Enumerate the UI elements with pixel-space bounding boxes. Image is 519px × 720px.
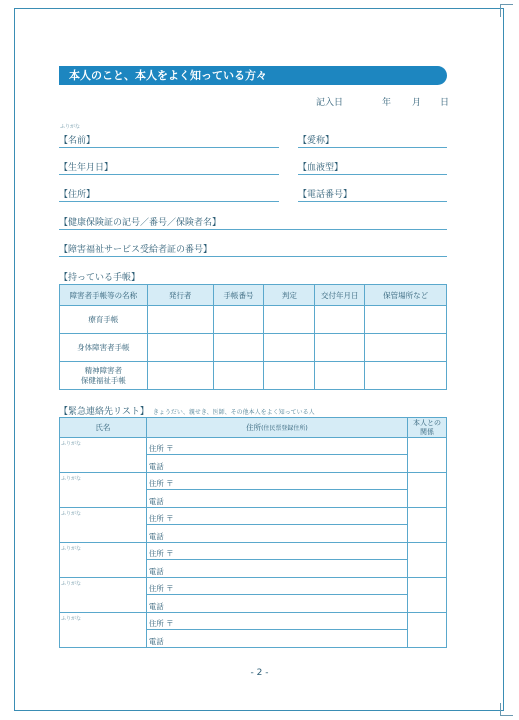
contact-name-cell [60, 543, 147, 578]
contact-name-cell [60, 613, 147, 648]
contact-furigana: ふりがな [61, 441, 82, 447]
year-label: 年 [382, 98, 392, 108]
handbook-row-label: 療育手帳 [60, 306, 148, 334]
contact-furigana: ふりがな [61, 616, 82, 622]
handbook-header-number: 手帳番号 [213, 285, 264, 306]
contact-address-label: 住所 〒 [147, 543, 407, 560]
emergency-rows [60, 438, 447, 648]
table-row [60, 473, 447, 508]
section-title-banner: 本人のこと、本人をよく知っている方々 [59, 66, 447, 85]
contact-address-cell [146, 508, 407, 543]
table-row [60, 578, 447, 613]
contact-phone-label: 電話 [148, 462, 164, 471]
contact-phone-label: 電話 [148, 497, 164, 506]
crop-mark-bottom-right [500, 703, 513, 716]
blood-type-field: 【血液型】 [298, 160, 447, 175]
phone-field: 【電話番号】 [298, 187, 447, 202]
name-field: 【名前】 [59, 133, 279, 148]
emergency-header-address [146, 418, 407, 438]
contact-name-cell [60, 473, 147, 508]
address-header-note: (住民票登録住所) [261, 425, 308, 432]
contact-furigana: ふりがな [61, 476, 82, 482]
nickname-field: 【愛称】 [298, 133, 447, 148]
handbook-header-storage: 保管場所など [365, 285, 447, 306]
contact-relation-cell [408, 473, 447, 508]
table-row [60, 362, 447, 390]
handbook-header-name: 障害者手帳等の名称 [60, 285, 148, 306]
address-field: 【住所】 [59, 187, 279, 202]
contact-address-label: 住所 〒 [147, 473, 407, 490]
contact-relation-cell [408, 438, 447, 473]
emergency-title [59, 404, 315, 417]
contact-furigana: ふりがな [61, 511, 82, 517]
name-furigana: ふりがな [60, 124, 81, 130]
contact-address-cell [146, 473, 407, 508]
table-row [60, 306, 447, 334]
contact-relation-cell [408, 508, 447, 543]
contact-furigana: ふりがな [61, 546, 82, 552]
table-row [60, 543, 447, 578]
handbook-title: 【持っている手帳】 [59, 273, 141, 283]
contact-address-cell [146, 578, 407, 613]
emergency-header-name: 氏名 [60, 418, 147, 438]
crop-mark-top-right [500, 4, 513, 17]
contact-relation-cell [408, 613, 447, 648]
welfare-field: 【障害福祉サービス受給者証の番号】 [59, 242, 447, 257]
contact-phone-label: 電話 [148, 602, 164, 611]
date-label: 記入日 [316, 98, 344, 108]
contact-address-cell [146, 543, 407, 578]
emergency-contact-table [59, 417, 447, 648]
contact-furigana: ふりがな [61, 581, 82, 587]
contact-address-cell [146, 438, 407, 473]
birthdate-field: 【生年月日】 [59, 160, 279, 175]
contact-name-cell [60, 438, 147, 473]
handbook-header-grade: 判定 [264, 285, 315, 306]
contact-address-label: 住所 〒 [147, 438, 407, 455]
contact-name-cell [60, 578, 147, 613]
handbook-row-label [60, 362, 148, 390]
contact-address-label: 住所 〒 [147, 613, 407, 630]
handbook-header-issuer: 発行者 [147, 285, 213, 306]
contact-address-cell [146, 613, 407, 648]
table-row [60, 438, 447, 473]
relation-header-line2: 関係 [420, 427, 435, 436]
emergency-note: きょうだい、親せき、医師、その他本人をよく知っている人 [152, 409, 315, 416]
insurance-field: 【健康保険証の記号／番号／保険者名】 [59, 215, 447, 230]
emergency-header-row [60, 418, 447, 438]
handbook-header-row [60, 285, 447, 306]
emergency-title-text: 【緊急連絡先リスト】 [59, 407, 149, 417]
table-row [60, 613, 447, 648]
contact-name-cell [60, 508, 147, 543]
handbook-row-label-line1: 精神障害者 [84, 365, 123, 375]
table-row [60, 334, 447, 362]
table-row [60, 508, 447, 543]
relation-header-line1: 本人との [413, 418, 442, 427]
page-number: - 2 - [250, 668, 269, 678]
contact-phone-label: 電話 [148, 532, 164, 541]
contact-relation-cell [408, 543, 447, 578]
handbook-header-date: 交付年月日 [315, 285, 365, 306]
contact-phone-label: 電話 [148, 637, 164, 646]
handbook-row-label-line2: 保健福祉手帳 [80, 375, 126, 385]
address-header-label: 住所 [246, 423, 262, 432]
contact-address-label: 住所 〒 [147, 578, 407, 595]
contact-relation-cell [408, 578, 447, 613]
contact-address-label: 住所 〒 [147, 508, 407, 525]
handbook-table [59, 284, 447, 390]
emergency-header-relation [408, 418, 447, 438]
day-label: 日 [440, 98, 450, 108]
contact-phone-label: 電話 [148, 567, 164, 576]
handbook-row-label: 身体障害者手帳 [60, 334, 148, 362]
month-label: 月 [412, 98, 422, 108]
